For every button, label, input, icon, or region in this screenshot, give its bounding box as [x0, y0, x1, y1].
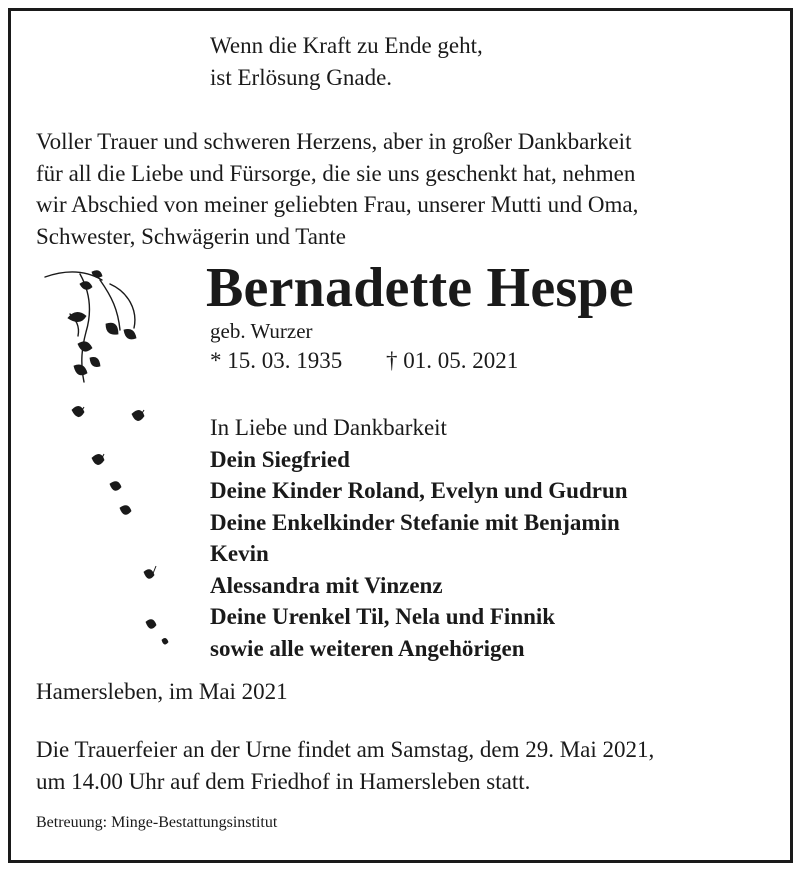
mourner-line: Deine Enkelkinder Stefanie mit Benjamin: [210, 509, 620, 535]
place-date: Hamersleben, im Mai 2021: [36, 679, 288, 704]
mourner-line: Alessandra mit Vinzenz: [210, 572, 443, 598]
intro-text: [36, 126, 766, 252]
motto-line: ist Erlösung Gnade.: [210, 65, 393, 90]
intro-line: Voller Trauer und schweren Herzens, aber in großer Dankbarkeit: [36, 129, 632, 154]
motto-verse: [210, 30, 483, 94]
birth-date: * 15. 03. 1935: [210, 348, 343, 373]
mourners-lead: In Liebe und Dankbarkeit: [210, 415, 447, 440]
birth-name: geb. Wurzer: [210, 319, 313, 343]
mourner-line: Deine Urenkel Til, Nela und Finnik: [210, 604, 556, 629]
funeral-service-info: [36, 734, 776, 798]
mourner-line: Kevin: [210, 541, 269, 566]
falling-birch-leaves-icon: [40, 262, 170, 662]
service-line: um 14.00 Uhr auf dem Friedhof in Hamersleben statt.: [36, 769, 531, 794]
life-dates: [210, 345, 518, 377]
motto-line: Wenn die Kraft zu Ende geht,: [210, 33, 483, 58]
death-date: † 01. 05. 2021: [386, 348, 519, 373]
intro-line: wir Abschied von meiner geliebten Frau, unserer Mutti und Oma,: [36, 192, 639, 217]
mourner-line: Dein Siegfried: [210, 446, 350, 472]
mourner-line: sowie alle weiteren Angehörigen: [210, 635, 525, 661]
funeral-home-credit: Betreuung: Minge-Bestattungsinstitut: [36, 814, 278, 831]
intro-line: Schwester, Schwägerin und Tante: [36, 223, 347, 249]
intro-line: für all die Liebe und Fürsorge, die sie uns geschenkt hat, nehmen: [36, 160, 636, 186]
mourners-list: [210, 412, 628, 664]
service-line: Die Trauerfeier an der Urne findet am Samstag, dem 29. Mai 2021,: [36, 737, 655, 762]
deceased-name: Bernadette Hespe: [206, 257, 634, 319]
mourner-line: Deine Kinder Roland, Evelyn und Gudrun: [210, 478, 628, 503]
